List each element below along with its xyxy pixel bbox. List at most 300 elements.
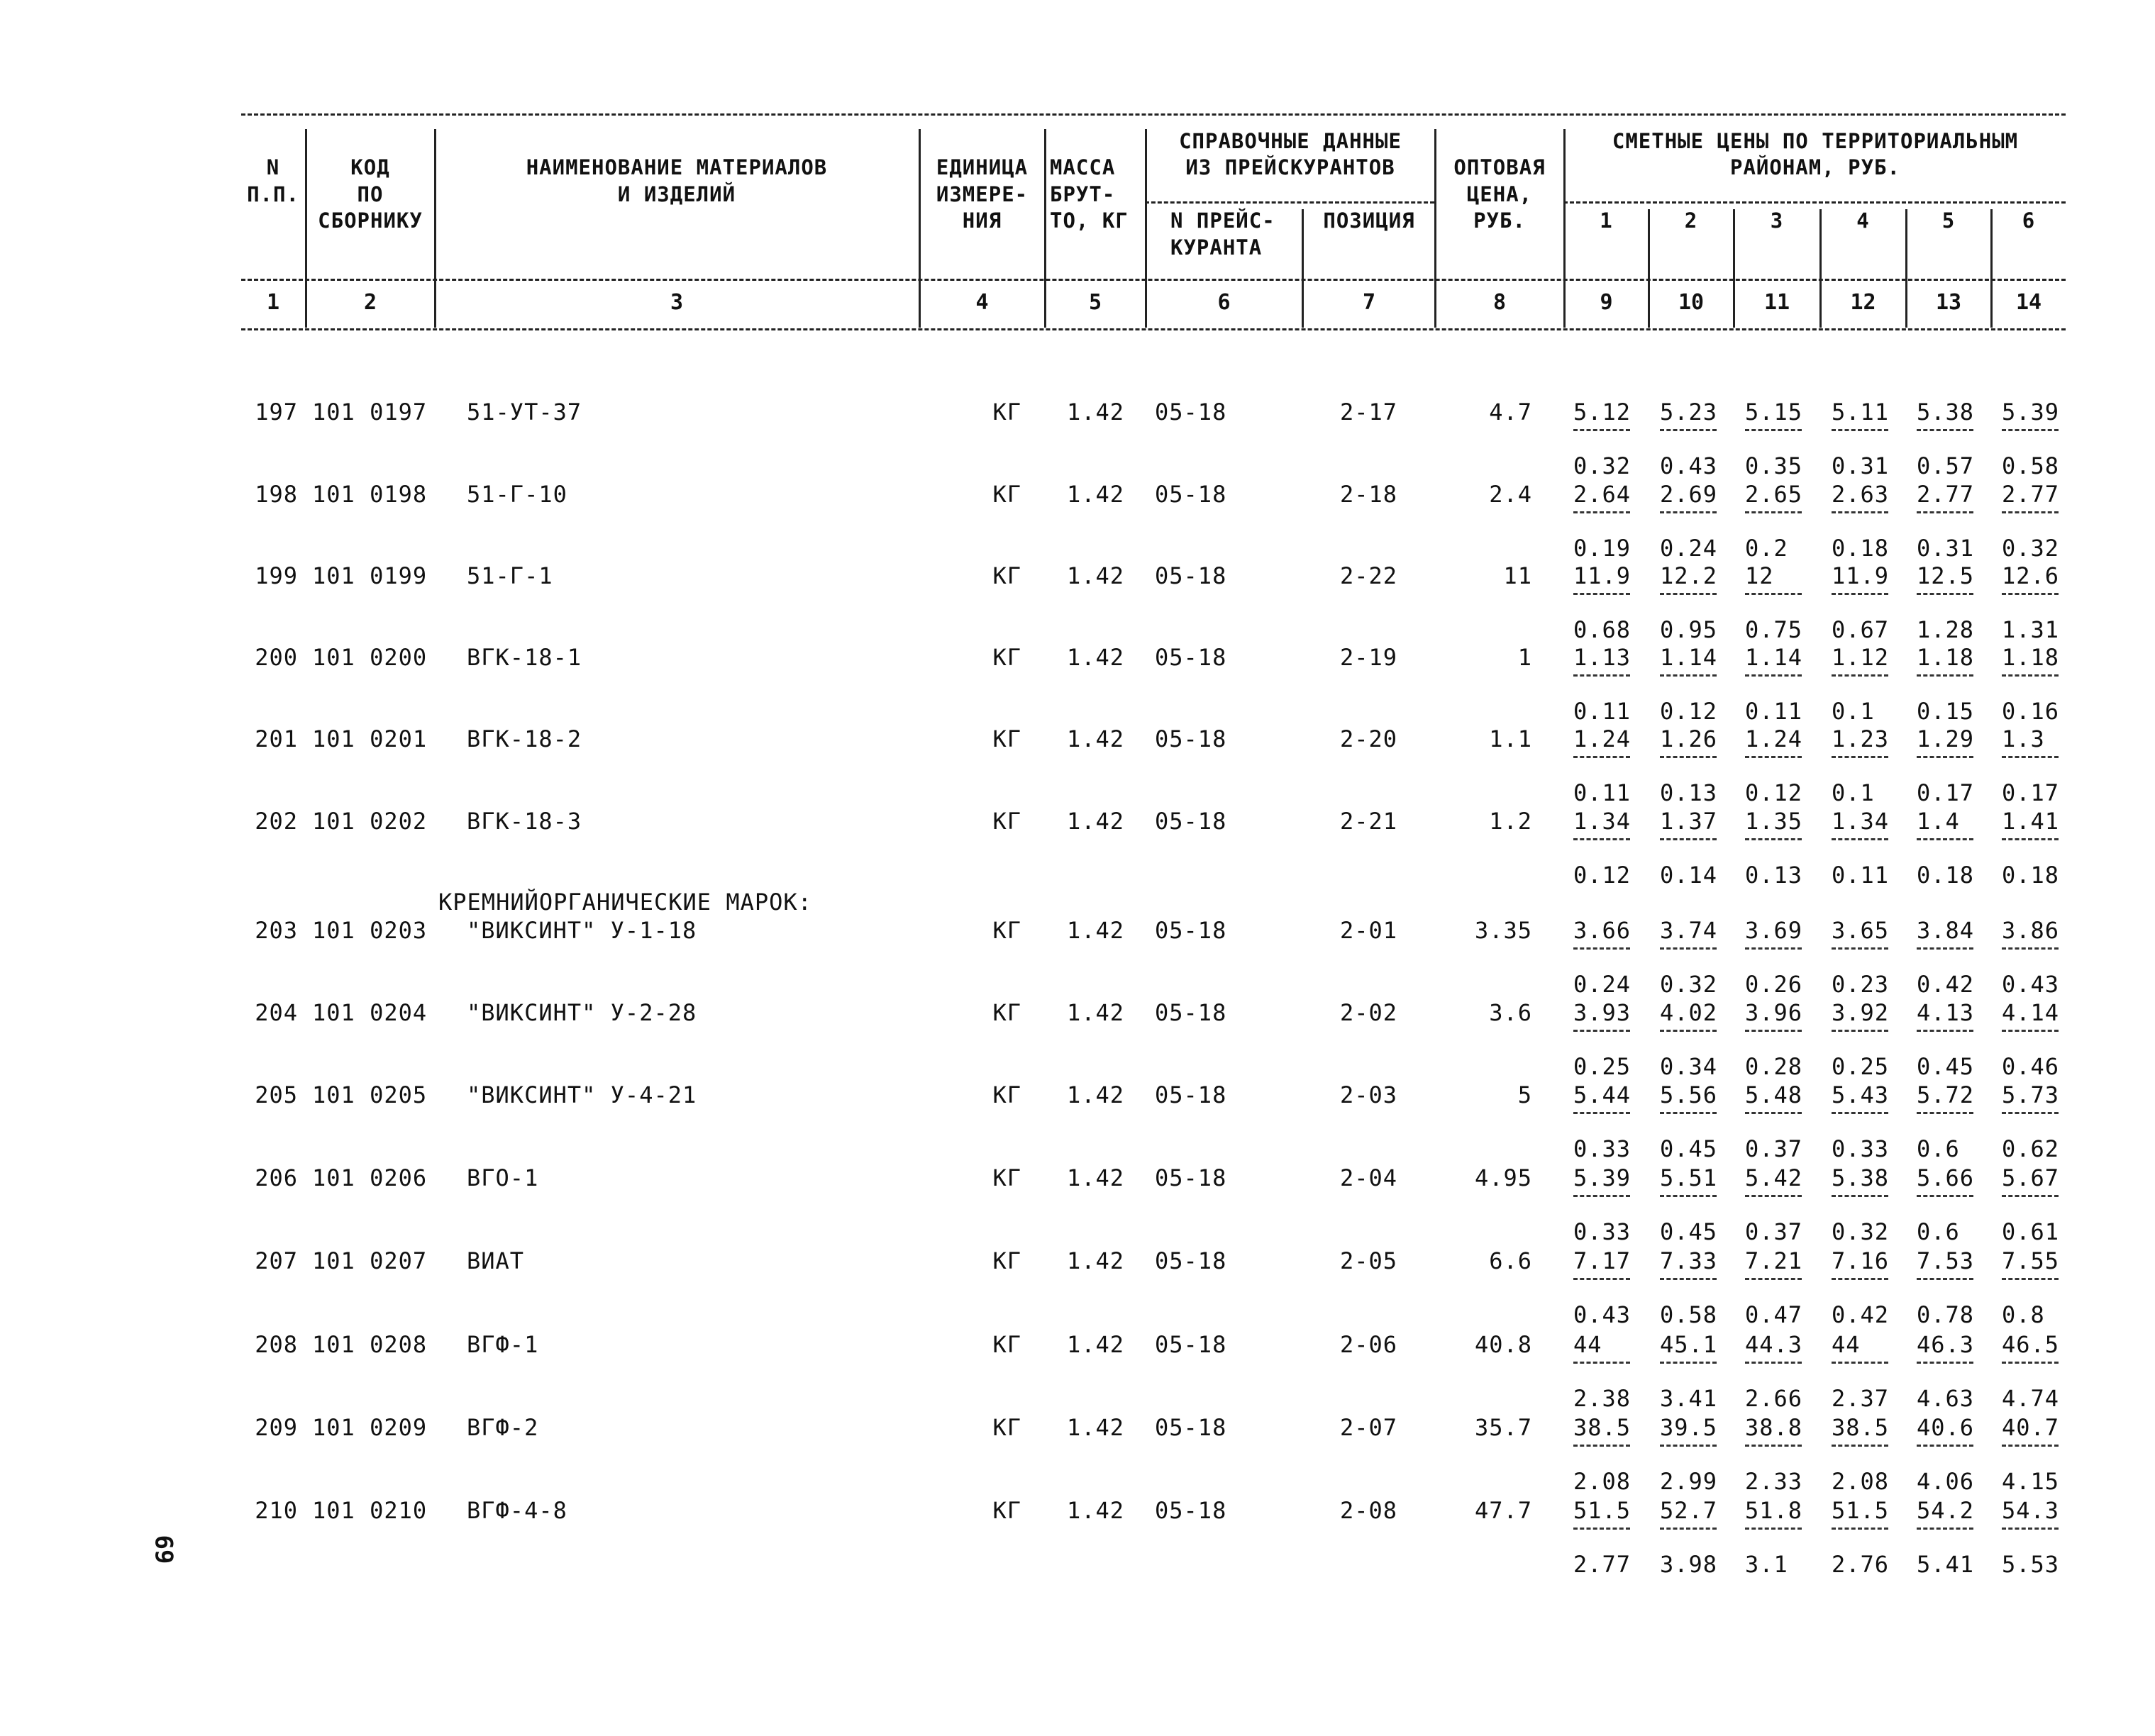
region-price-bottom: 2.37	[1832, 1385, 1890, 1412]
row-wholesale-price: 1.2	[1489, 808, 1532, 835]
ref-group-header-line1: СПРАВОЧНЫЕ ДАННЫЕ	[1179, 129, 1402, 153]
row-wholesale-price: 3.6	[1489, 999, 1532, 1026]
fraction-rule	[1660, 1195, 1717, 1197]
row-name: ВГК-18-3	[467, 808, 582, 835]
row-pricelist: 05-18	[1155, 562, 1227, 589]
col6-header-line2: КУРАНТА	[1170, 235, 1263, 260]
fraction-rule	[1573, 838, 1630, 840]
row-pricelist: 05-18	[1155, 1497, 1227, 1524]
fraction-rule	[1917, 756, 1973, 758]
region-price-bottom: 3.1	[1745, 1551, 1788, 1578]
col5-header-line1: МАССА	[1050, 155, 1116, 179]
row-number: 199	[255, 562, 298, 589]
region-price-bottom: 0.32	[1832, 1218, 1890, 1245]
ref-group-header-line2: ИЗ ПРЕЙСКУРАНТОВ	[1185, 155, 1395, 179]
row-code: 101 0199	[312, 562, 428, 589]
header-top-rule	[241, 113, 2066, 116]
region-price-top: 2.65	[1745, 481, 1803, 508]
fraction-rule	[1573, 593, 1630, 595]
region-price-bottom: 0.47	[1745, 1301, 1803, 1328]
region-price-bottom: 0.42	[1832, 1301, 1890, 1328]
fraction-rule	[1745, 947, 1802, 950]
row-pricelist: 05-18	[1155, 999, 1227, 1026]
fraction-rule	[1832, 1195, 1888, 1197]
fraction-rule	[1660, 1445, 1717, 1447]
row-mass: 1.42	[1066, 1247, 1124, 1274]
region-price-top: 1.14	[1660, 644, 1718, 671]
region-price-bottom: 0.75	[1745, 616, 1803, 643]
row-code: 101 0205	[312, 1081, 428, 1108]
row-mass: 1.42	[1066, 917, 1124, 944]
row-wholesale-price: 47.7	[1474, 1497, 1532, 1524]
region-price-bottom: 0.31	[1832, 452, 1890, 479]
row-position: 2-02	[1339, 999, 1397, 1026]
region-price-top: 3.86	[2002, 917, 2060, 944]
region-price-bottom: 0.57	[1917, 452, 1975, 479]
region-price-bottom: 0.16	[2002, 698, 2060, 725]
region-price-top: 2.77	[1917, 481, 1975, 508]
region-col-4: 4	[1856, 208, 1870, 233]
region-price-top: 1.18	[1917, 644, 1975, 671]
region-price-top: 5.48	[1745, 1081, 1803, 1108]
region-price-bottom: 0.18	[1832, 535, 1890, 562]
region-price-bottom: 0.12	[1745, 779, 1803, 806]
region-price-bottom: 0.12	[1660, 698, 1718, 725]
fraction-rule	[1832, 947, 1888, 950]
region-price-bottom: 0.46	[2002, 1053, 2060, 1080]
region-price-top: 3.96	[1745, 999, 1803, 1026]
row-number: 197	[255, 399, 298, 425]
fraction-rule	[1660, 593, 1717, 595]
row-position: 2-17	[1339, 399, 1397, 425]
row-pricelist: 05-18	[1155, 808, 1227, 835]
col-number: 8	[1492, 290, 1507, 315]
row-position: 2-07	[1339, 1414, 1397, 1441]
region-price-bottom: 0.58	[2002, 452, 2060, 479]
region-price-top: 3.65	[1832, 917, 1890, 944]
row-mass: 1.42	[1066, 1081, 1124, 1108]
row-name: ВГО-1	[467, 1164, 539, 1191]
fraction-rule	[1745, 756, 1802, 758]
row-mass: 1.42	[1066, 399, 1124, 425]
col-number: 3	[670, 290, 684, 315]
fraction-rule	[1573, 947, 1630, 950]
fraction-rule	[2002, 1112, 2059, 1114]
region-price-bottom: 0.61	[2002, 1218, 2060, 1245]
region-col-6: 6	[2022, 208, 2036, 233]
region-price-bottom: 0.43	[2002, 971, 2060, 998]
header-mid-rule	[241, 279, 2066, 281]
row-name: ВГФ-1	[467, 1331, 539, 1358]
row-wholesale-price: 4.95	[1474, 1164, 1532, 1191]
region-price-bottom: 0.32	[1573, 452, 1632, 479]
region-price-top: 5.43	[1832, 1081, 1890, 1108]
col5-header-line3: ТО, КГ	[1050, 208, 1129, 233]
fraction-rule	[1917, 1362, 1973, 1364]
fraction-rule	[1745, 674, 1802, 677]
col8-header-line2: ЦЕНА,	[1466, 182, 1533, 206]
row-mass: 1.42	[1066, 1414, 1124, 1441]
row-wholesale-price: 5	[1517, 1081, 1532, 1108]
col-number: 5	[1088, 290, 1102, 315]
region-price-top: 40.7	[2002, 1414, 2060, 1441]
region-price-bottom: 4.74	[2002, 1385, 2060, 1412]
region-price-top: 3.66	[1573, 917, 1632, 944]
row-position: 2-20	[1339, 725, 1397, 752]
fraction-rule	[1917, 1195, 1973, 1197]
row-pricelist: 05-18	[1155, 481, 1227, 508]
row-pricelist: 05-18	[1155, 1164, 1227, 1191]
col1-header-line2: П.П.	[247, 182, 299, 206]
row-unit: КГ	[992, 1414, 1021, 1441]
fraction-rule	[2002, 838, 2059, 840]
fraction-rule	[1573, 1112, 1630, 1114]
row-position: 2-22	[1339, 562, 1397, 589]
row-number: 204	[255, 999, 298, 1026]
col8-header-line1: ОПТОВАЯ	[1453, 155, 1546, 179]
fraction-rule	[1660, 1278, 1717, 1280]
fraction-rule	[2002, 511, 2059, 513]
region-price-top: 1.29	[1917, 725, 1975, 752]
fraction-rule	[1832, 1112, 1888, 1114]
region-price-bottom: 0.31	[1917, 535, 1975, 562]
fraction-rule	[1917, 674, 1973, 677]
region-price-bottom: 0.12	[1573, 862, 1632, 889]
row-wholesale-price: 11	[1503, 562, 1532, 589]
fraction-rule	[1917, 1278, 1973, 1280]
row-position: 2-04	[1339, 1164, 1397, 1191]
col-number: 11	[1763, 290, 1790, 315]
row-code: 101 0200	[312, 644, 428, 671]
region-price-top: 5.67	[2002, 1164, 2060, 1191]
region-price-bottom: 2.38	[1573, 1385, 1632, 1412]
row-unit: КГ	[992, 999, 1021, 1026]
region-price-top: 7.17	[1573, 1247, 1632, 1274]
col-number: 7	[1362, 290, 1376, 315]
region-price-top: 1.37	[1660, 808, 1718, 835]
row-mass: 1.42	[1066, 562, 1124, 589]
row-code: 101 0206	[312, 1164, 428, 1191]
col-number: 2	[363, 290, 377, 315]
fraction-rule	[1745, 1528, 1802, 1530]
region-price-bottom: 0.33	[1832, 1135, 1890, 1162]
region-price-top: 5.42	[1745, 1164, 1803, 1191]
fraction-rule	[2002, 947, 2059, 950]
region-price-bottom: 0.43	[1660, 452, 1718, 479]
fraction-rule	[1573, 1278, 1630, 1280]
region-price-top: 1.34	[1573, 808, 1632, 835]
region-price-top: 46.5	[2002, 1331, 2060, 1358]
region-col-3: 3	[1770, 208, 1784, 233]
fraction-rule	[1917, 1112, 1973, 1114]
region-price-top: 5.72	[1917, 1081, 1975, 1108]
row-position: 2-06	[1339, 1331, 1397, 1358]
fraction-rule	[1917, 1030, 1973, 1032]
row-position: 2-01	[1339, 917, 1397, 944]
region-price-top: 5.51	[1660, 1164, 1718, 1191]
fraction-rule	[1660, 756, 1717, 758]
row-mass: 1.42	[1066, 1164, 1124, 1191]
row-name: "ВИКСИНТ" У-1-18	[467, 917, 697, 944]
row-number: 198	[255, 481, 298, 508]
col-number: 10	[1678, 290, 1705, 315]
row-unit: КГ	[992, 1164, 1021, 1191]
region-group-header-line2: РАЙОНАМ, РУБ.	[1730, 155, 1900, 179]
fraction-rule	[2002, 1278, 2059, 1280]
fraction-rule	[1660, 1528, 1717, 1530]
region-price-bottom: 0.11	[1745, 698, 1803, 725]
fraction-rule	[2002, 1030, 2059, 1032]
region-price-top: 46.3	[1917, 1331, 1975, 1358]
region-price-bottom: 0.33	[1573, 1218, 1632, 1245]
fraction-rule	[1917, 511, 1973, 513]
region-price-bottom: 0.62	[2002, 1135, 2060, 1162]
region-price-bottom: 0.17	[1917, 779, 1975, 806]
region-price-top: 11.9	[1573, 562, 1632, 589]
section-label: КРЕМНИЙОРГАНИЧЕСКИЕ МАРОК:	[438, 889, 812, 916]
fraction-rule	[1832, 1278, 1888, 1280]
region-price-bottom: 0.34	[1660, 1053, 1718, 1080]
region-price-top: 4.14	[2002, 999, 2060, 1026]
fraction-rule	[1745, 1445, 1802, 1447]
fraction-rule	[1573, 511, 1630, 513]
region-price-bottom: 0.11	[1573, 698, 1632, 725]
fraction-rule	[1745, 1278, 1802, 1280]
region-price-top: 1.4	[1917, 808, 1960, 835]
region-price-top: 2.64	[1573, 481, 1632, 508]
region-price-top: 12.2	[1660, 562, 1718, 589]
region-price-top: 44	[1832, 1331, 1861, 1358]
fraction-rule	[1832, 511, 1888, 513]
region-price-bottom: 0.6	[1917, 1135, 1960, 1162]
region-price-bottom: 0.68	[1573, 616, 1632, 643]
region-price-bottom: 0.58	[1660, 1301, 1718, 1328]
region-price-top: 1.24	[1573, 725, 1632, 752]
region-price-bottom: 0.19	[1573, 535, 1632, 562]
region-price-top: 40.6	[1917, 1414, 1975, 1441]
fraction-rule	[1917, 838, 1973, 840]
region-price-top: 3.84	[1917, 917, 1975, 944]
col-number: 1	[266, 290, 280, 315]
header-bottom-rule	[241, 328, 2066, 330]
region-price-bottom: 0.1	[1832, 698, 1875, 725]
col8-header-line3: РУБ.	[1473, 208, 1526, 233]
region-price-top: 3.93	[1573, 999, 1632, 1026]
region-price-bottom: 2.77	[1573, 1551, 1632, 1578]
fraction-rule	[1832, 593, 1888, 595]
region-price-bottom: 0.28	[1745, 1053, 1803, 1080]
row-unit: КГ	[992, 1497, 1021, 1524]
ref-group-rule	[1145, 201, 1434, 204]
region-price-top: 38.5	[1832, 1414, 1890, 1441]
region-price-top: 1.12	[1832, 644, 1890, 671]
region-price-top: 2.77	[2002, 481, 2060, 508]
fraction-rule	[2002, 593, 2059, 595]
col4-header-line2: ИЗМЕРЕ-	[936, 182, 1029, 206]
col2-header-line2: ПО	[357, 182, 384, 206]
region-price-top: 7.16	[1832, 1247, 1890, 1274]
row-position: 2-08	[1339, 1497, 1397, 1524]
region-price-bottom: 0.45	[1917, 1053, 1975, 1080]
row-mass: 1.42	[1066, 1331, 1124, 1358]
region-price-bottom: 0.45	[1660, 1218, 1718, 1245]
region-price-top: 5.44	[1573, 1081, 1632, 1108]
fraction-rule	[1660, 1030, 1717, 1032]
col-number: 9	[1600, 290, 1613, 315]
fraction-rule	[1573, 1030, 1630, 1032]
row-wholesale-price: 6.6	[1489, 1247, 1532, 1274]
fraction-rule	[1832, 838, 1888, 840]
row-code: 101 0208	[312, 1331, 428, 1358]
row-wholesale-price: 4.7	[1489, 399, 1532, 425]
row-unit: КГ	[992, 725, 1021, 752]
col-number: 12	[1850, 290, 1876, 315]
region-price-bottom: 0.45	[1660, 1135, 1718, 1162]
region-price-top: 1.18	[2002, 644, 2060, 671]
row-number: 208	[255, 1331, 298, 1358]
fraction-rule	[1573, 1362, 1630, 1364]
row-code: 101 0201	[312, 725, 428, 752]
region-price-bottom: 0.37	[1745, 1135, 1803, 1162]
row-name: ВГК-18-1	[467, 644, 582, 671]
row-name: "ВИКСИНТ" У-2-28	[467, 999, 697, 1026]
region-price-bottom: 2.76	[1832, 1551, 1890, 1578]
region-price-bottom: 0.24	[1660, 535, 1718, 562]
region-price-bottom: 0.18	[2002, 862, 2060, 889]
row-pricelist: 05-18	[1155, 725, 1227, 752]
region-price-top: 4.13	[1917, 999, 1975, 1026]
fraction-rule	[1917, 1528, 1973, 1530]
region-price-top: 5.38	[1832, 1164, 1890, 1191]
region-price-bottom: 0.2	[1745, 535, 1788, 562]
row-pricelist: 05-18	[1155, 1414, 1227, 1441]
region-price-top: 5.39	[1573, 1164, 1632, 1191]
row-unit: КГ	[992, 644, 1021, 671]
row-code: 101 0198	[312, 481, 428, 508]
fraction-rule	[1573, 674, 1630, 677]
region-price-top: 12	[1745, 562, 1774, 589]
region-price-top: 1.34	[1832, 808, 1890, 835]
row-unit: КГ	[992, 1247, 1021, 1274]
row-unit: КГ	[992, 562, 1021, 589]
region-price-top: 1.35	[1745, 808, 1803, 835]
region-price-top: 51.5	[1573, 1497, 1632, 1524]
region-price-bottom: 2.33	[1745, 1468, 1803, 1495]
region-price-top: 5.66	[1917, 1164, 1975, 1191]
fraction-rule	[1832, 1528, 1888, 1530]
fraction-rule	[2002, 1362, 2059, 1364]
region-price-top: 52.7	[1660, 1497, 1718, 1524]
col3-header-line1: НАИМЕНОВАНИЕ МАТЕРИАЛОВ	[526, 155, 828, 179]
fraction-rule	[2002, 1528, 2059, 1530]
row-wholesale-price: 35.7	[1474, 1414, 1532, 1441]
region-price-bottom: 0.18	[1917, 862, 1975, 889]
fraction-rule	[1745, 1362, 1802, 1364]
region-price-bottom: 4.06	[1917, 1468, 1975, 1495]
col6-header-line1: N ПРЕЙС-	[1170, 208, 1275, 233]
region-price-top: 7.53	[1917, 1247, 1975, 1274]
row-name: "ВИКСИНТ" У-4-21	[467, 1081, 697, 1108]
row-code: 101 0197	[312, 399, 428, 425]
region-price-bottom: 0.25	[1573, 1053, 1632, 1080]
row-pricelist: 05-18	[1155, 1081, 1227, 1108]
row-wholesale-price: 2.4	[1489, 481, 1532, 508]
row-pricelist: 05-18	[1155, 399, 1227, 425]
fraction-rule	[1573, 1445, 1630, 1447]
region-price-top: 38.5	[1573, 1414, 1632, 1441]
region-price-top: 45.1	[1660, 1331, 1718, 1358]
region-price-top: 54.3	[2002, 1497, 2060, 1524]
fraction-rule	[1573, 1528, 1630, 1530]
row-wholesale-price: 3.35	[1474, 917, 1532, 944]
col1-header-line1: N	[266, 155, 280, 179]
fraction-rule	[1832, 1030, 1888, 1032]
fraction-rule	[1745, 1112, 1802, 1114]
region-price-bottom: 0.13	[1745, 862, 1803, 889]
fraction-rule	[1745, 1030, 1802, 1032]
row-wholesale-price: 1.1	[1489, 725, 1532, 752]
fraction-rule	[1917, 947, 1973, 950]
row-number: 206	[255, 1164, 298, 1191]
row-mass: 1.42	[1066, 1497, 1124, 1524]
region-price-bottom: 0.37	[1745, 1218, 1803, 1245]
row-code: 101 0209	[312, 1414, 428, 1441]
fraction-rule	[2002, 429, 2059, 431]
region-price-bottom: 3.41	[1660, 1385, 1718, 1412]
region-price-top: 1.26	[1660, 725, 1718, 752]
fraction-rule	[1745, 1195, 1802, 1197]
row-unit: КГ	[992, 1081, 1021, 1108]
col-number: 13	[1935, 290, 1962, 315]
region-col-5: 5	[1941, 208, 1956, 233]
fraction-rule	[2002, 756, 2059, 758]
region-price-bottom: 4.15	[2002, 1468, 2060, 1495]
row-code: 101 0202	[312, 808, 428, 835]
region-price-bottom: 0.33	[1573, 1135, 1632, 1162]
row-number: 207	[255, 1247, 298, 1274]
region-price-bottom: 0.32	[1660, 971, 1718, 998]
region-price-top: 5.15	[1745, 399, 1803, 425]
row-wholesale-price: 40.8	[1474, 1331, 1532, 1358]
col-number: 6	[1217, 290, 1231, 315]
row-position: 2-05	[1339, 1247, 1397, 1274]
region-price-top: 12.5	[1917, 562, 1975, 589]
row-mass: 1.42	[1066, 644, 1124, 671]
region-price-top: 5.12	[1573, 399, 1632, 425]
col3-header-line2: И ИЗДЕЛИЙ	[617, 182, 736, 206]
region-price-bottom: 2.99	[1660, 1468, 1718, 1495]
region-price-bottom: 1.31	[2002, 616, 2060, 643]
region-price-bottom: 0.6	[1917, 1218, 1960, 1245]
fraction-rule	[1660, 674, 1717, 677]
row-number: 203	[255, 917, 298, 944]
region-price-top: 5.23	[1660, 399, 1718, 425]
row-mass: 1.42	[1066, 999, 1124, 1026]
row-number: 200	[255, 644, 298, 671]
region-col-2: 2	[1684, 208, 1698, 233]
row-name: 51-УТ-37	[467, 399, 582, 425]
row-name: ВГФ-4-8	[467, 1497, 567, 1524]
region-price-top: 5.56	[1660, 1081, 1718, 1108]
row-name: ВИАТ	[467, 1247, 525, 1274]
row-position: 2-19	[1339, 644, 1397, 671]
fraction-rule	[1660, 511, 1717, 513]
fraction-rule	[1832, 429, 1888, 431]
region-price-bottom: 2.08	[1832, 1468, 1890, 1495]
region-price-bottom: 0.15	[1917, 698, 1975, 725]
region-price-top: 12.6	[2002, 562, 2060, 589]
row-name: ВГФ-2	[467, 1414, 539, 1441]
